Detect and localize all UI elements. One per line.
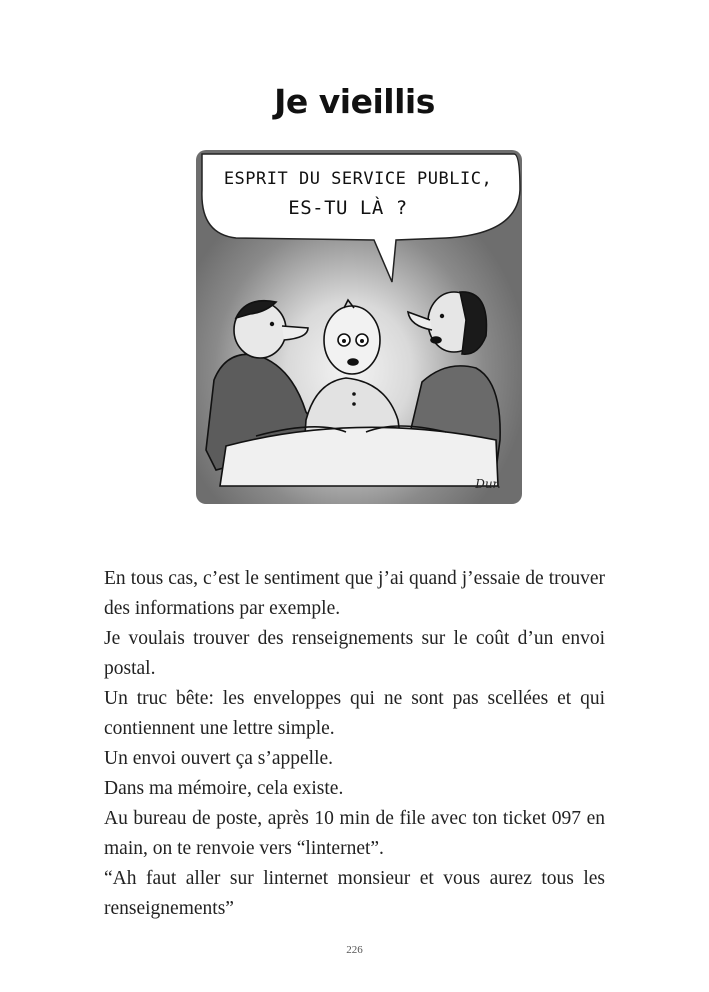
paragraph: En tous cas, c’est le sentiment que j’ai quand j’essaie de trouver des informations par exemple. <box>104 568 605 619</box>
paragraph: Un envoi ouvert ça s’appelle. <box>104 748 334 769</box>
paragraph: Dans ma mémoire, cela existe. <box>104 778 344 799</box>
bubble-text-line-1: ESPRIT DU SERVICE PUBLIC, <box>223 169 493 189</box>
paragraph: “Ah faut aller sur linternet monsieur et vous aurez tous les renseignements” <box>104 868 605 919</box>
bubble-text-line-2: ES-TU LÀ ? <box>288 197 408 219</box>
cartoon-illustration <box>196 150 522 504</box>
page-number: 226 <box>346 944 363 956</box>
page-title: Je vieillis <box>274 82 435 121</box>
paragraph: Un truc bête: les enveloppes qui ne sont pas scellées et qui contiennent une lettre simple. <box>104 688 605 739</box>
body-text <box>104 564 605 924</box>
table <box>220 426 498 486</box>
paragraph: Je voulais trouver des renseignements sur le coût d’un envoi postal. <box>104 628 605 679</box>
paragraph: Au bureau de poste, après 10 min de file avec ton ticket 097 en main, on te renvoie vers “linternet”. <box>104 808 605 859</box>
artist-signature: Dur. <box>475 477 501 491</box>
